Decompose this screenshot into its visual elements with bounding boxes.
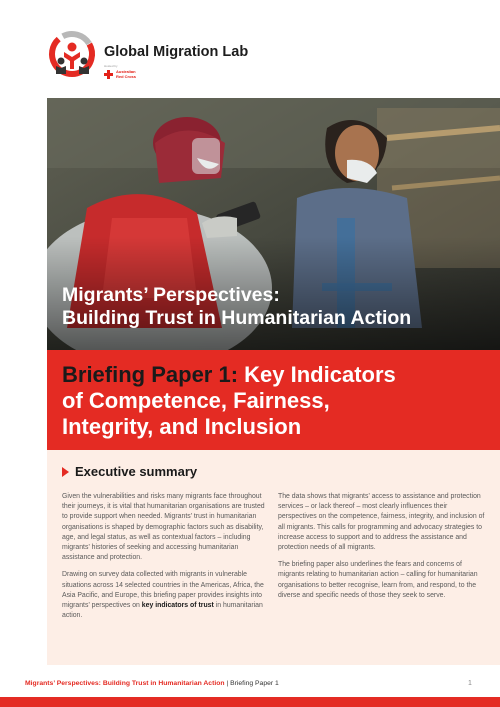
summary-paragraph: Drawing on survey data collected with migrants in vulnerable situations across 14 selected countries in the Americas, Africa, the Asia Pacific, and Europe, this briefing paper provides insights into migrants’ perspectives on key indicators of trust in humanitarian action. <box>62 571 264 620</box>
briefing-paper-title: Briefing Paper 1: Key Indicators of Competence, Fairness, Integrity, and Inclusion <box>62 362 396 439</box>
summary-heading: Executive summary <box>75 464 198 479</box>
partner-name: Australian Red Cross <box>116 69 137 79</box>
report-series-title: Migrants’ Perspectives: Building Trust in Humanitarian Action <box>62 284 412 329</box>
summary-column-right <box>278 492 485 608</box>
page-footer: Migrants’ Perspectives: Building Trust in Humanitarian Action | Briefing Paper 1 <box>25 680 279 687</box>
red-cross-icon <box>104 70 113 79</box>
footer-accent-bar <box>0 697 500 707</box>
hosted-by-label: Hosted by <box>104 64 118 68</box>
brand-name: Global Migration Lab <box>104 44 249 60</box>
header <box>0 0 500 98</box>
partner-logo <box>104 70 136 79</box>
summary-paragraph: The data shows that migrants’ access to assistance and protection services – or lack thereof – most clearly influences their perspectives on the competence, fairness, integrity, and inclusion of all migrants. This calls for programming and advocacy strategies to increase access to support and to address the assistance and protection needs of all migrants. <box>278 493 485 552</box>
page-number: 1 <box>468 680 472 687</box>
global-migration-lab-logo-icon <box>46 28 98 80</box>
triangle-bullet-icon <box>62 467 69 477</box>
summary-paragraph: The briefing paper also underlines the fears and concerns of migrants relating to humanitarian action – calling for humanitarian organisations to better recognise, learn from, and respond, to the diverse and specific needs of those they seek to serve. <box>278 561 478 599</box>
paper-number: Briefing Paper 1: <box>62 362 239 387</box>
summary-paragraph: Given the vulnerabilities and risks many migrants face throughout their journeys, it is vital that humanitarian organisations are trusted to provide support when needed. Migrants’ trust in humanitarian organisations is shaped by demographic factors such as disability, age, and legal status, as well as contextual factors – including migrants’ histories of seeking and accessing humanitarian assistance and protection. <box>62 493 265 562</box>
summary-column-left <box>62 492 269 628</box>
summary-heading-row <box>62 464 197 479</box>
